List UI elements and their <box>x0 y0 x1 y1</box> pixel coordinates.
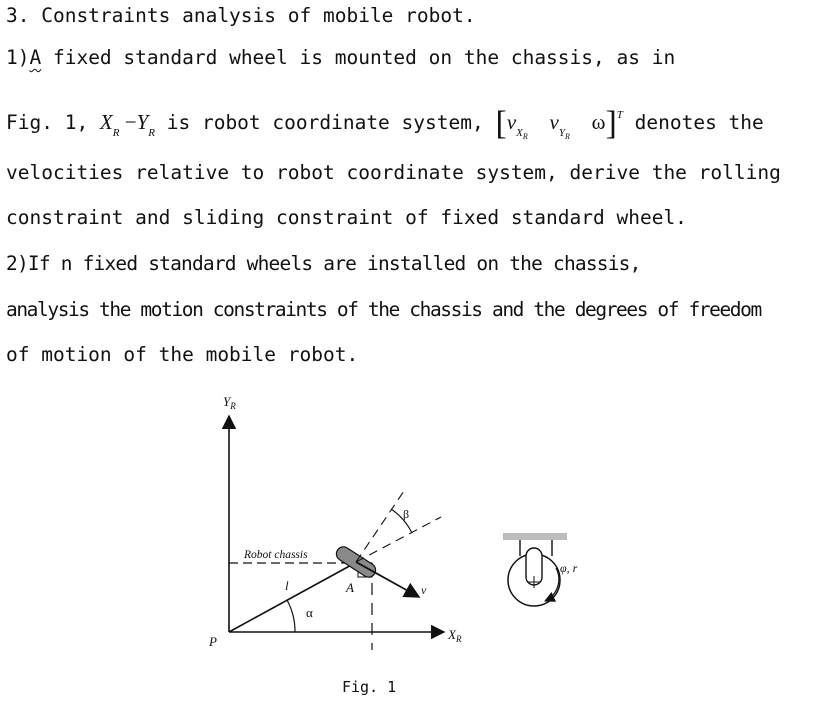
point-a-label: A <box>346 580 354 595</box>
coord-x-sub: R <box>112 127 120 139</box>
part1-line3-text: velocities relative to robot coordinate system, derive the rolling <box>6 161 781 184</box>
figure-1 <box>0 380 814 680</box>
coord-dash: − <box>119 110 137 134</box>
wheel-param-label: φ, r <box>560 561 578 575</box>
part2-line3-text: of motion of the mobile robot. <box>6 343 359 366</box>
part1-first-letter: A <box>29 46 42 69</box>
beta-label: β <box>403 507 410 521</box>
y-axis-label: $Y_R$ <box>223 394 236 411</box>
denotes-text: denotes the <box>622 111 764 134</box>
part2-line3 <box>6 343 358 366</box>
vector-vx-sub: X <box>516 127 523 139</box>
vector-close-bracket: ] <box>605 105 617 142</box>
part1-line3 <box>6 161 781 184</box>
length-line <box>229 563 355 632</box>
part1-line1-text: fixed standard wheel is mounted on the chassis, as in <box>41 46 676 69</box>
vector-vx: v <box>506 110 517 134</box>
vector-vx-subsub: R <box>522 132 528 141</box>
chassis-label: Robot chassis <box>244 549 308 561</box>
part1-line1 <box>6 46 675 69</box>
part2-line2-text: analysis the motion constraints of the chassis and the degrees of freedom <box>6 298 761 321</box>
x-axis-label: $X_R$ <box>448 627 462 644</box>
fig-ref-text: Fig. 1, <box>6 111 100 134</box>
length-label: l <box>285 578 289 593</box>
part2-line2 <box>6 298 761 321</box>
beta-line-2 <box>356 517 441 562</box>
vector-vy-subsub: R <box>564 132 570 141</box>
vector-vy-sub: Y <box>558 127 565 139</box>
velocity-label: v <box>421 583 427 597</box>
coord-y-sub: R <box>148 127 155 139</box>
part1-number: 1) <box>6 46 30 69</box>
part2-line1 <box>6 252 641 275</box>
wheel-diagram <box>503 533 578 606</box>
figure-caption: Fig. 1 <box>342 678 397 696</box>
coord-x: X <box>99 110 113 134</box>
title-text: 3. Constraints analysis of mobile robot. <box>6 4 476 27</box>
vector-open-bracket: [ <box>495 105 507 142</box>
coord-system-text: is robot coordinate system, <box>155 111 484 134</box>
beta-line-1 <box>356 491 404 562</box>
origin-label: P <box>209 634 217 649</box>
part1-line2 <box>6 100 764 142</box>
vector-transpose: T <box>616 109 623 121</box>
velocity-arrow <box>356 562 419 597</box>
alpha-arc <box>287 600 295 632</box>
alpha-label: α <box>306 605 313 620</box>
question-title <box>6 4 476 27</box>
coord-y: Y <box>136 110 149 134</box>
part1-line4-text: constraint and sliding constraint of fixed standard wheel. <box>6 206 687 229</box>
part1-line4 <box>6 206 687 229</box>
vector-omega: ω <box>591 110 606 134</box>
part2-line1-text: 2)If n fixed standard wheels are installed on the chassis, <box>6 252 641 275</box>
vector-vy: v <box>549 110 559 134</box>
wheel-mount-plate <box>503 533 567 540</box>
